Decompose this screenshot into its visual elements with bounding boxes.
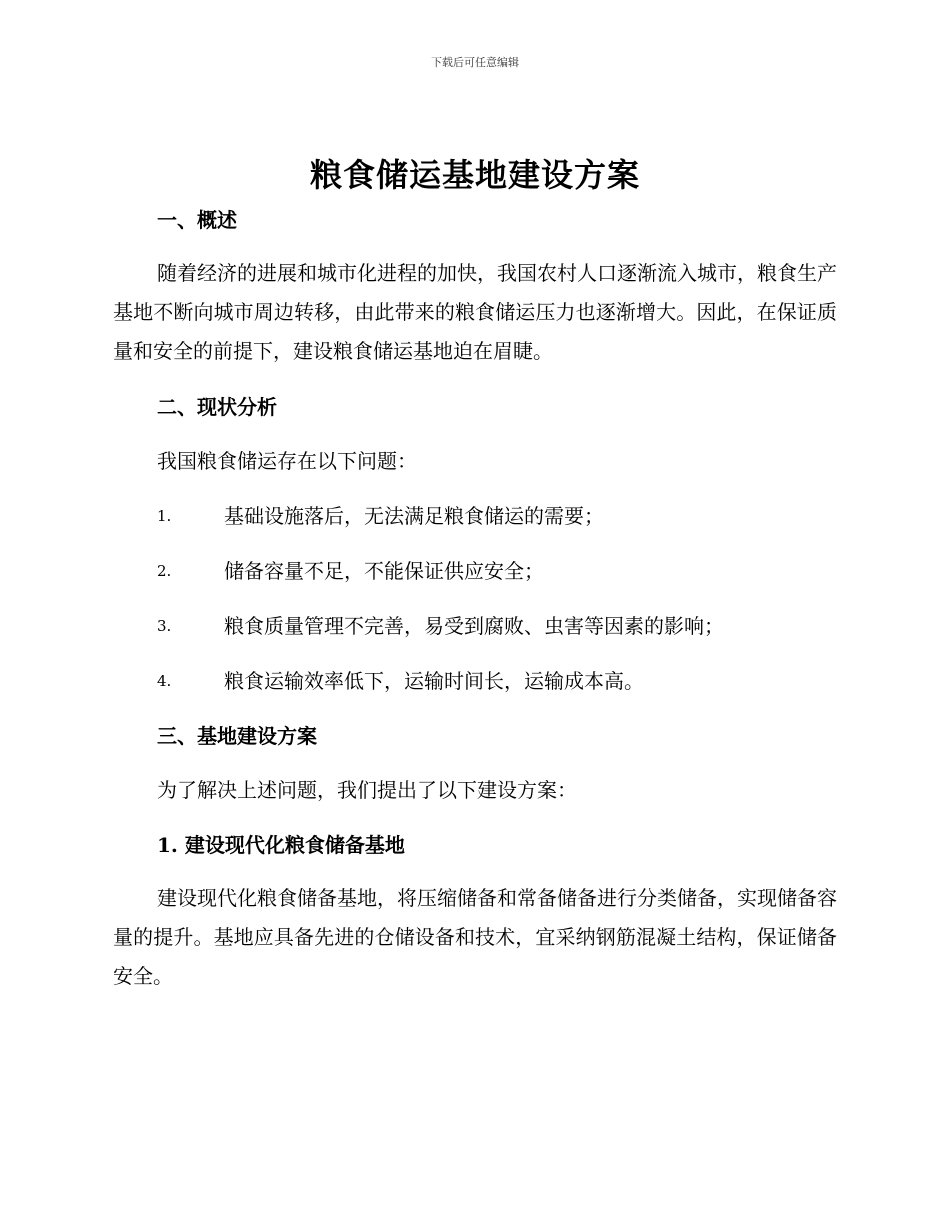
plan-subheading: 1. 建设现代化粮食储备基地 [157, 833, 405, 857]
plan-intro: 为了解决上述问题，我们提出了以下建设方案： [157, 778, 577, 802]
section-heading-status: 二、现状分析 [157, 395, 277, 419]
list-item [113, 551, 837, 606]
list-item-number: 3. [157, 617, 172, 635]
list-item-number: 1. [157, 507, 172, 525]
overview-paragraph: 随着经济的进展和城市化进程的加快，我国农村人口逐渐流入城市，粮食生产基地不断向城市周边转移，由此带来的粮食储运压力也逐渐增大。因此，在保证质量和安全的前提下，建设粮食储运基地迫在眉睫。 [113, 261, 837, 363]
list-item-text: 粮食质量管理不完善，易受到腐败、虫害等因素的影响； [224, 614, 724, 638]
plan-paragraph: 建设现代化粮食储备基地，将压缩储备和常备储备进行分类储备，实现储备容量的提升。基地应具备先进的仓储设备和技术，宜采纳钢筋混凝土结构，保证储备安全。 [113, 886, 837, 988]
list-item-text: 粮食运输效率低下，运输时间长，运输成本高。 [224, 669, 644, 693]
section-heading-overview: 一、概述 [157, 208, 237, 232]
document-title: 粮食储运基地建设方案 [309, 156, 640, 194]
list-item [113, 606, 837, 661]
status-intro: 我国粮食储运存在以下问题： [157, 449, 417, 473]
document-body [113, 200, 837, 996]
list-item-number: 4. [157, 672, 172, 690]
list-item-text: 基础设施落后，无法满足粮食储运的需要； [224, 504, 604, 528]
page-header: 下载后可任意编辑 [431, 56, 519, 69]
list-item-text: 储备容量不足，不能保证供应安全； [224, 559, 544, 583]
section-heading-plan: 三、基地建设方案 [157, 724, 317, 748]
problem-list [113, 496, 837, 716]
list-item [113, 496, 837, 551]
list-item [113, 661, 837, 716]
list-item-number: 2. [157, 562, 172, 580]
